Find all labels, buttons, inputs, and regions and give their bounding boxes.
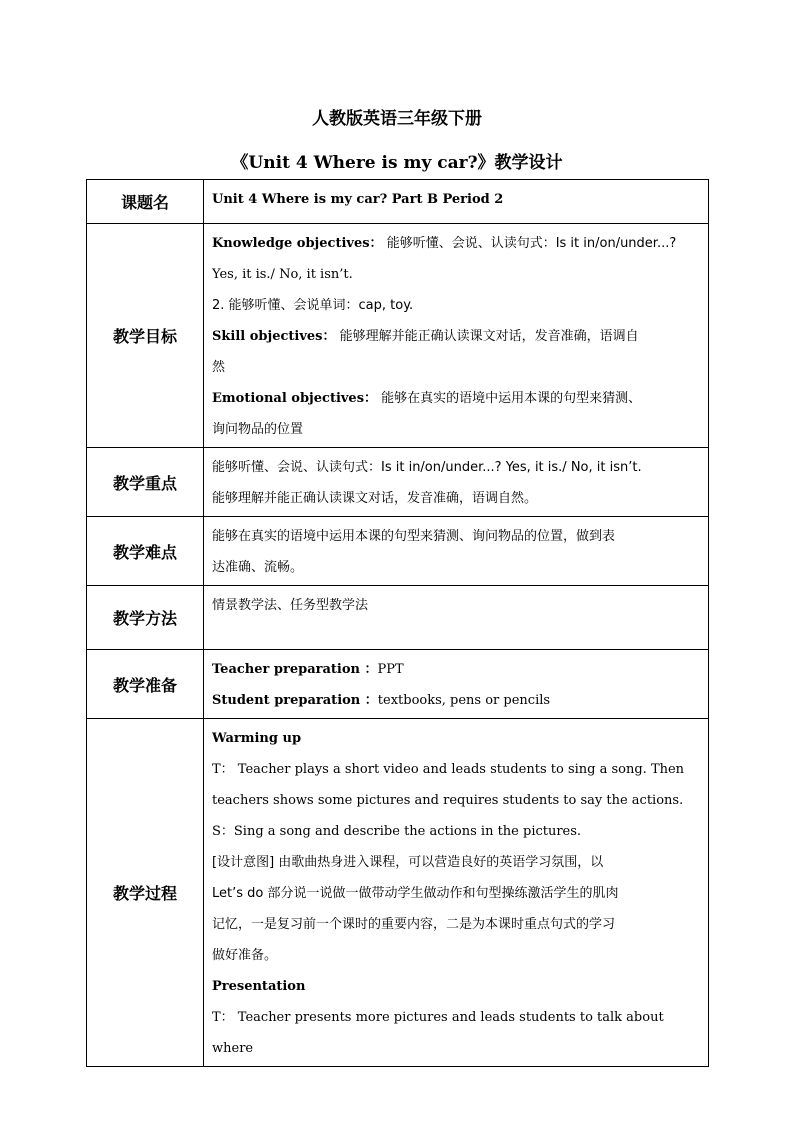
design-intent-line-2: Let’s do 部分说一说做一做带动学生做动作和句型操练激活学生的肌肉: [212, 886, 619, 901]
row-topic: [87, 180, 709, 224]
design-intent-line-3: 记忆，一是复习前一个课时的重要内容，二是为本课时重点句式的学习: [212, 917, 616, 932]
label-methods: 教学方法: [87, 586, 204, 650]
lesson-plan-table: [86, 179, 709, 1067]
warming-up-heading: Warming up: [212, 731, 302, 746]
design-intent-line-1: [设计意图] 由歌曲热身进入课程，可以营造良好的英语学习氛围，以: [212, 855, 604, 870]
label-topic: 课题名: [87, 180, 204, 224]
emotional-line-2: 询问物品的位置: [212, 422, 304, 437]
objectives-content: [204, 224, 709, 448]
row-objectives: [87, 224, 709, 448]
key-points-content: [204, 448, 709, 517]
key-points-line-1: 能够听懂、会说、认读句式：Is it in/on/under...? Yes, it is./ No, it isn’t.: [212, 460, 642, 475]
row-methods: [87, 586, 709, 650]
row-process: [87, 719, 709, 1067]
difficulties-line-2: 达准确、流畅。: [212, 560, 304, 575]
student-preparation: Student preparation ：textbooks, pens or pencils: [212, 693, 551, 708]
skill-line-2: 然: [212, 360, 226, 375]
design-intent-line-4: 做好准备。: [212, 948, 278, 963]
knowledge-line-1: Knowledge objectives： 能够听懂、会说、认读句式：Is it in/on/under...?: [212, 236, 677, 251]
label-objectives: 教学目标: [87, 224, 204, 448]
teacher-preparation: Teacher preparation ：PPT: [212, 662, 404, 677]
methods-content: [204, 586, 709, 650]
document-title: 人教版英语三年级下册: [312, 109, 482, 129]
knowledge-line-2: Yes, it is./ No, it isn’t.: [212, 267, 353, 282]
label-process: 教学过程: [87, 719, 204, 1067]
row-difficulties: [87, 517, 709, 586]
row-key-points: [87, 448, 709, 517]
difficulties-line-1: 能够在真实的语境中运用本课的句型来猜测、询问物品的位置，做到表: [212, 529, 616, 544]
process-student-line: S：Sing a song and describe the actions in the pictures.: [212, 824, 582, 839]
presentation-heading: Presentation: [212, 979, 306, 994]
skill-line-1: Skill objectives： 能够理解并能正确认读课文对话，发音准确，语调自: [212, 329, 639, 344]
emotional-line-1: Emotional objectives： 能够在真实的语境中运用本课的句型来猜测、: [212, 391, 642, 406]
process-teacher-line-1: T： Teacher plays a short video and leads students to sing a song. Then: [212, 762, 685, 777]
label-preparation: 教学准备: [87, 650, 204, 719]
process-teacher-line-2: teachers shows some pictures and requires students to say the actions.: [212, 793, 684, 808]
label-key-points: 教学重点: [87, 448, 204, 517]
process-content: [204, 719, 709, 1067]
key-points-line-2: 能够理解并能正确认读课文对话，发音准确，语调自然。: [212, 491, 538, 506]
label-difficulties: 教学难点: [87, 517, 204, 586]
row-preparation: [87, 650, 709, 719]
difficulties-content: [204, 517, 709, 586]
value-topic: Unit 4 Where is my car? Part B Period 2: [204, 180, 709, 224]
methods-text: 情景教学法、任务型教学法: [212, 598, 369, 613]
knowledge-item-2: 2. 能够听懂、会说单词：cap, toy.: [212, 298, 414, 313]
presentation-teacher-line: T： Teacher presents more pictures and leads students to talk about where: [212, 1010, 664, 1056]
preparation-content: [204, 650, 709, 719]
document-subtitle: 《Unit 4 Where is my car?》教学设计: [231, 153, 563, 173]
